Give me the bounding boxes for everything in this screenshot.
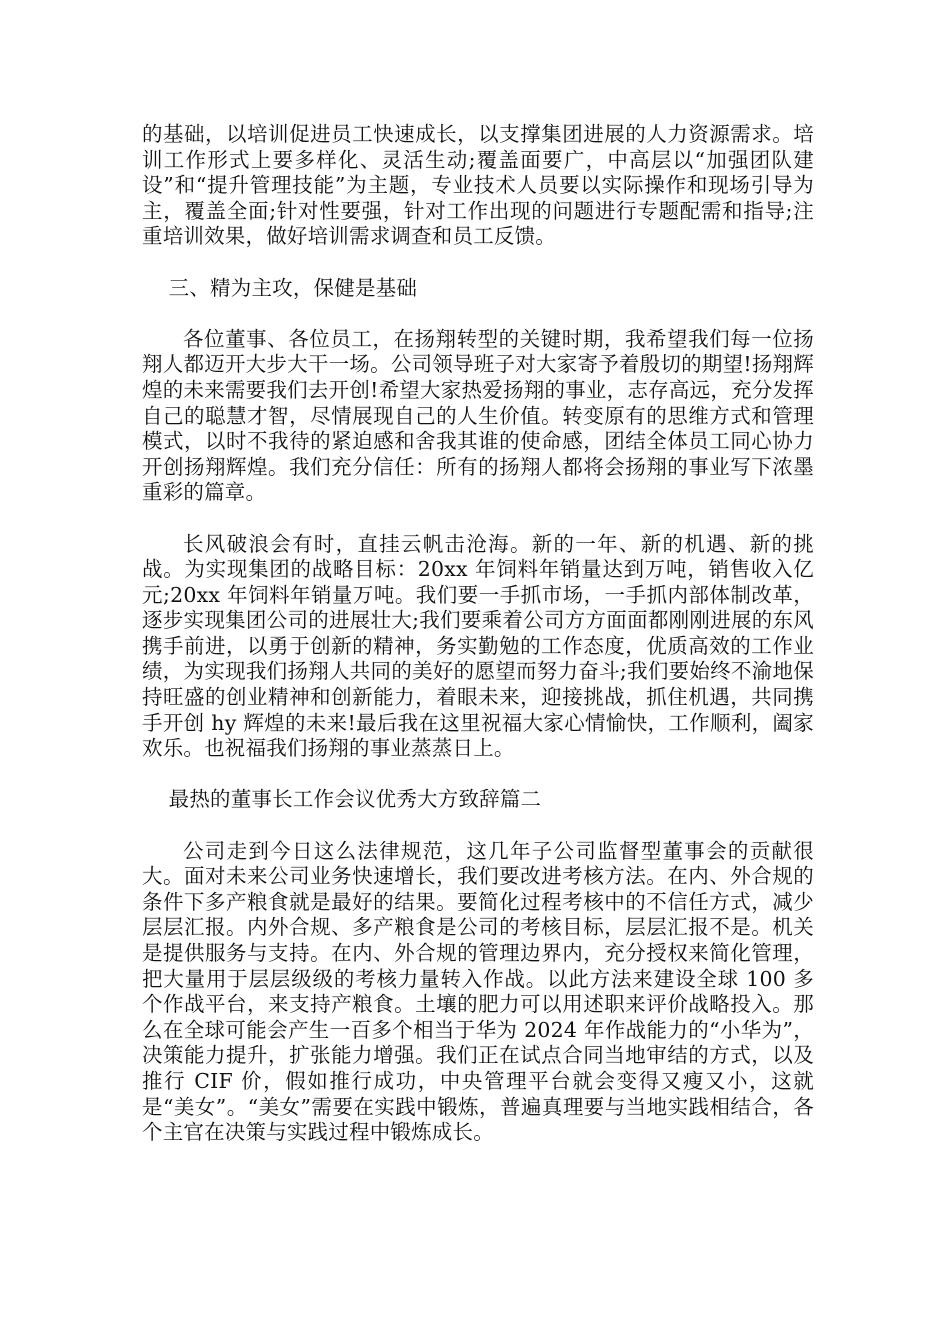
section-heading-part-two: 最热的董事长工作会议优秀大方致辞篇二 xyxy=(168,787,542,812)
paragraph-training-basis: 的基础，以培训促进员工快速成长，以支撑集团进展的人力资源需求。培训工作形式上要多样化、灵活生动;覆盖面要广，中高层以“加强团队建设”和“提升管理技能”为主题，专业技术人员要以实际操作和现场引导为主，覆盖全面;针对性要强，针对工作出现的问题进行专题配需和指导;注重培训效果，做好培训需求调查和员工反馈。 xyxy=(142,122,814,249)
paragraph-new-year-goals: 长风破浪会有时，直挂云帆击沧海。新的一年、新的机遇、新的挑战。为实现集团的战略目标：20xx 年饲料年销量达到万吨，销售收入亿元;20xx 年饲料年销量万吨。我们要一手抓市场，一手抓内部体制改革，逐步实现集团公司的进展壮大;我们要乘着公司方方面面都刚刚进展的东风携手前进，以勇于创新的精神，务实勤勉的工作态度，优质高效的工作业绩，为实现我们扬翔人共同的美好的愿望而努力奋斗;我们要始终不渝地保持旺盛的创业精神和创新能力，着眼未来，迎接挑战，抓住机遇，共同携手开创 hy 辉煌的未来!最后我在这里祝福大家心情愉快，工作顺利，阖家欢乐。也祝福我们扬翔的事业蒸蒸日上。 xyxy=(142,531,814,761)
paragraph-company-compliance: 公司走到今日这么法律规范，这几年子公司监督型董事会的贡献很大。面对未来公司业务快速增长，我们要改进考核方法。在内、外合规的条件下多产粮食就是最好的结果。要简化过程考核中的不信任方式，减少层层汇报。内外合规、多产粮食是公司的考核目标，层层汇报不是。机关是提供服务与支持。在内、外合规的管理边界内，充分授权来简化管理，把大量用于层层级级的考核力量转入作战。以此方法来建设全球 100 多个作战平台，来支持产粮食。土壤的肥力可以用述职来评价战略投入。那么在全球可能会产生一百多个相当于华为 2024 年作战能力的“小华为”，决策能力提升，扩张能力增强。我们正在试点合同当地审结的方式，以及推行 CIF 价，假如推行成功，中央管理平台就会变得又瘦又小，这就是“美女”。“美女”需要在实践中锻炼，普遍真理要与当地实践相结合，各个主官在决策与实践过程中锻炼成长。 xyxy=(142,838,814,1145)
document-page xyxy=(142,122,814,1171)
section-heading-three: 三、精为主攻，保健是基础 xyxy=(168,275,418,300)
paragraph-directors-address: 各位董事、各位员工，在扬翔转型的关键时期，我希望我们每一位扬翔人都迈开大步大干一场。公司领导班子对大家寄予着殷切的期望!扬翔辉煌的未来需要我们去开创!希望大家热爱扬翔的事业，志存高远，充分发挥自己的聪慧才智，尽情展现自己的人生价值。转变原有的思维方式和管理模式，以时不我待的紧迫感和舍我其谁的使命感，团结全体员工同心协力开创扬翔辉煌。我们充分信任：所有的扬翔人都将会扬翔的事业写下浓墨重彩的篇章。 xyxy=(142,326,814,505)
